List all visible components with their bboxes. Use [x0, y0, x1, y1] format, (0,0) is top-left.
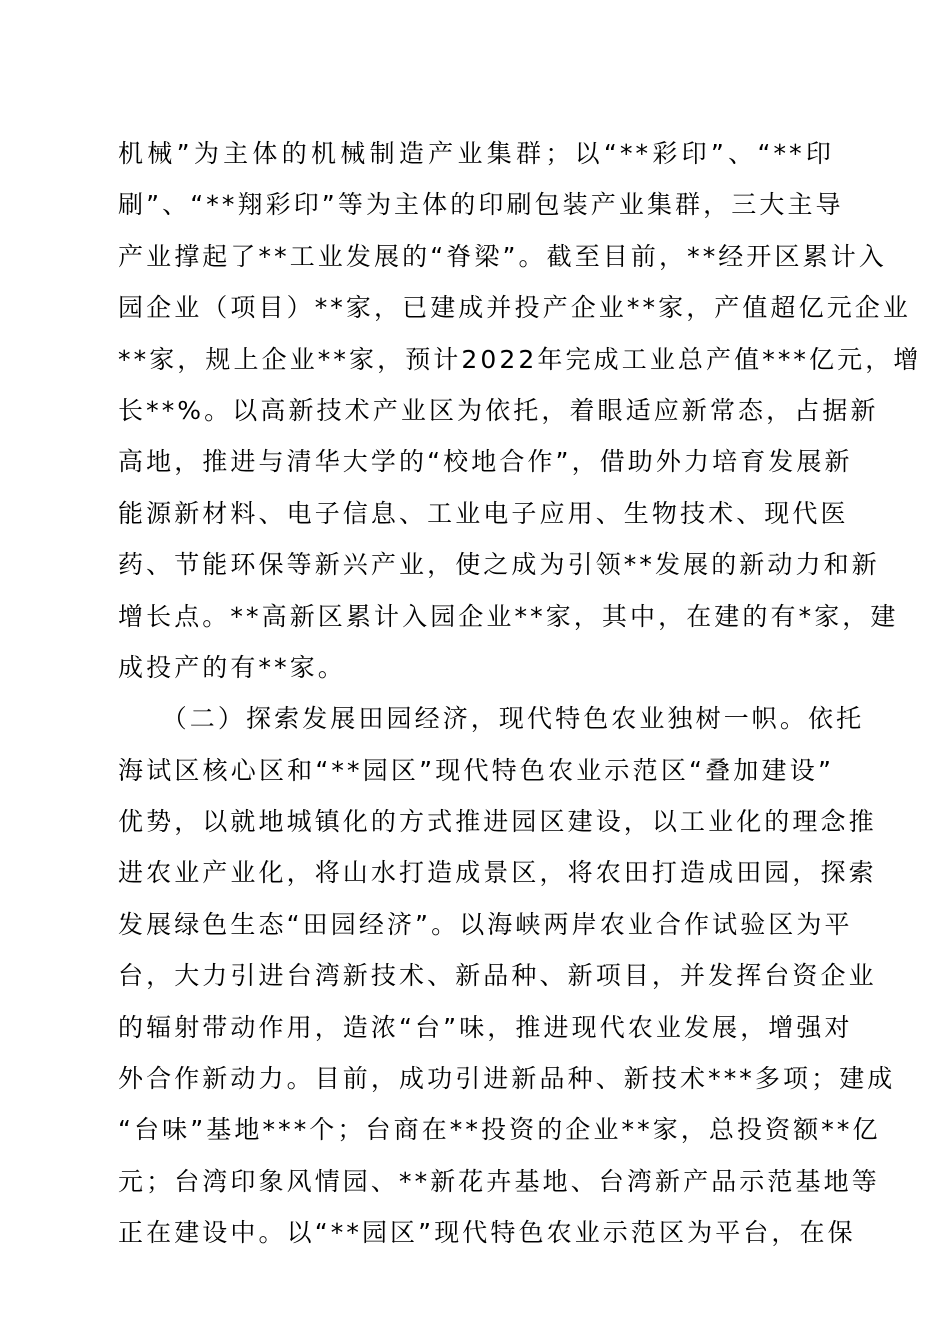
text-line: 药、节能环保等新兴产业，使之成为引领**发展的新动力和新 [118, 550, 880, 580]
text-line: 产业撑起了**工业发展的“脊梁”。截至目前，**经开区累计入 [118, 241, 887, 271]
text-line: 长**%。以高新技术产业区为依托，着眼适应新常态，占据新 [118, 395, 879, 425]
paragraph-1 [118, 128, 922, 693]
text-line: 高地，推进与清华大学的“校地合作”，借助外力培育发展新 [118, 447, 853, 477]
document-body [118, 128, 922, 1259]
text-line: 成投产的有**家。 [118, 652, 346, 682]
text-line: 增长点。**高新区累计入园企业**家，其中，在建的有*家，建 [118, 601, 899, 631]
text-line: 发展绿色生态“田园经济”。以海峡两岸农业合作试验区为平 [118, 909, 853, 939]
text-line: （二）探索发展田园经济，现代特色农业独树一帜。依托 [118, 704, 865, 734]
text-line: 海试区核心区和“**园区”现代特色农业示范区“叠加建设” [118, 755, 834, 785]
text-line: 外合作新动力。目前，成功引进新品种、新技术***多项；建成 [118, 1064, 896, 1094]
text-line: 正在建设中。以“**园区”现代特色农业示范区为平台，在保 [118, 1218, 856, 1248]
text-line: 的辐射带动作用，造浓“台”味，推进现代农业发展，增强对 [118, 1012, 853, 1042]
text-line: “台味”基地***个；台商在**投资的企业**家，总投资额**亿 [118, 1115, 881, 1145]
text-line: 元；台湾印象风情园、**新花卉基地、台湾新产品示范基地等 [118, 1166, 880, 1196]
text-line: 园企业（项目）**家，已建成并投产企业**家，产值超亿元企业 [118, 293, 912, 323]
text-line: 进农业产业化，将山水打造成景区，将农田打造成田园，探索 [118, 858, 877, 888]
paragraph-2 [118, 693, 896, 1258]
text-line: 刷”、“**翔彩印”等为主体的印刷包装产业集群，三大主导 [118, 190, 844, 220]
text-line: 台，大力引进台湾新技术、新品种、新项目，并发挥台资企业 [118, 961, 877, 991]
text-line: 能源新材料、电子信息、工业电子应用、生物技术、现代医 [118, 498, 849, 528]
text-line: 机械”为主体的机械制造产业集群；以“**彩印”、“**印 [118, 139, 834, 168]
text-line: 优势，以就地城镇化的方式推进园区建设，以工业化的理念推 [118, 807, 877, 837]
text-line: **家，规上企业**家，预计2022年完成工业总产值***亿元，增 [118, 344, 922, 374]
